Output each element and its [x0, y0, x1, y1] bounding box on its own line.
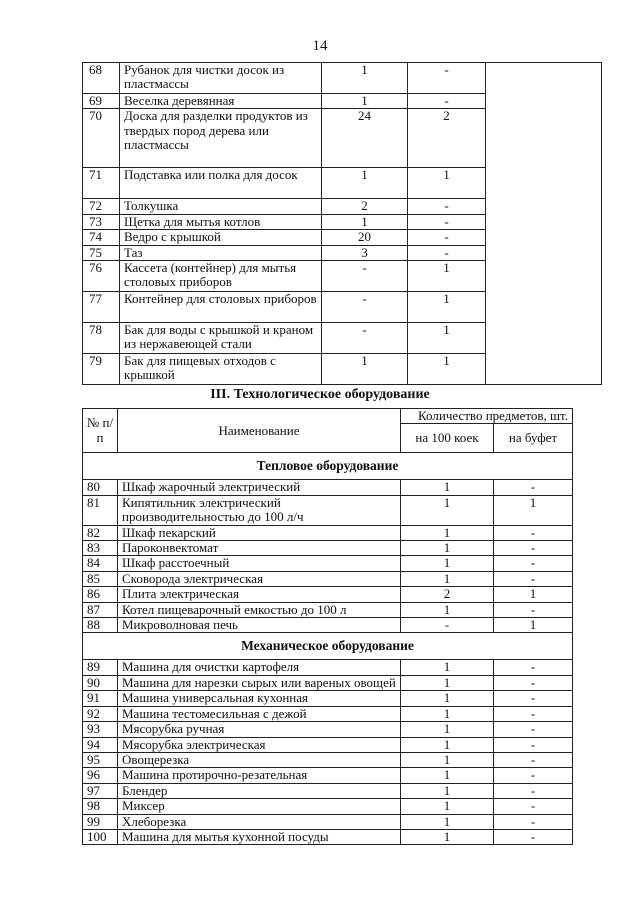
item-name: Контейнер для столовых приборов [120, 292, 322, 323]
qty-per-100: 1 [401, 571, 494, 586]
qty-per-100: - [401, 618, 494, 633]
table-row [83, 587, 573, 602]
empty-column [486, 63, 602, 385]
qty-per-100: 1 [401, 602, 494, 617]
item-name: Пароконвектомат [118, 541, 401, 556]
header-buffet: на буфет [494, 424, 573, 453]
row-number: 69 [83, 94, 120, 109]
qty-buffet: 2 [408, 109, 486, 168]
item-name: Миксер [118, 799, 401, 814]
item-name: Веселка деревянная [120, 94, 322, 109]
qty-per-100: - [322, 292, 408, 323]
row-number: 82 [83, 525, 118, 540]
row-number: 72 [83, 199, 120, 214]
qty-buffet: - [494, 799, 573, 814]
qty-per-100: - [322, 323, 408, 354]
row-number: 94 [83, 737, 118, 752]
qty-buffet: 1 [494, 495, 573, 525]
qty-per-100: 1 [401, 783, 494, 798]
qty-per-100: 1 [401, 706, 494, 721]
qty-per-100: 1 [401, 799, 494, 814]
header-name: Наименование [118, 409, 401, 453]
row-number: 75 [83, 245, 120, 260]
table-row [83, 660, 573, 675]
row-number: 85 [83, 571, 118, 586]
qty-per-100: 1 [401, 691, 494, 706]
qty-buffet: - [494, 768, 573, 783]
row-number: 78 [83, 323, 120, 354]
item-name: Толкушка [120, 199, 322, 214]
qty-per-100: 1 [401, 660, 494, 675]
item-name: Плита электрическая [118, 587, 401, 602]
table-row [83, 799, 573, 814]
item-name: Ведро с крышкой [120, 230, 322, 245]
item-name: Шкаф пекарский [118, 525, 401, 540]
qty-per-100: 1 [401, 495, 494, 525]
qty-per-100: 1 [401, 722, 494, 737]
qty-buffet: - [408, 245, 486, 260]
table-row [83, 541, 573, 556]
section-title: III. Технологическое оборудование [210, 387, 430, 402]
qty-per-100: 24 [322, 109, 408, 168]
qty-buffet: - [494, 691, 573, 706]
qty-buffet: - [494, 783, 573, 798]
table-row [83, 602, 573, 617]
item-name: Мясорубка электрическая [118, 737, 401, 752]
qty-buffet: - [494, 525, 573, 540]
row-number: 89 [83, 660, 118, 675]
qty-per-100: 1 [401, 541, 494, 556]
qty-buffet: 1 [494, 618, 573, 633]
row-number: 88 [83, 618, 118, 633]
row-number: 95 [83, 752, 118, 767]
row-number: 100 [83, 829, 118, 844]
table-row [83, 706, 573, 721]
table-row [83, 783, 573, 798]
row-number: 99 [83, 814, 118, 829]
qty-per-100: - [322, 261, 408, 292]
item-name: Щетка для мытья котлов [120, 214, 322, 229]
row-number: 90 [83, 675, 118, 690]
row-number: 76 [83, 261, 120, 292]
qty-buffet: - [408, 63, 486, 94]
item-name: Машина для нарезки сырых или вареных овощей [118, 675, 401, 690]
row-number: 98 [83, 799, 118, 814]
row-number: 91 [83, 691, 118, 706]
item-name: Блендер [118, 783, 401, 798]
qty-buffet: - [494, 722, 573, 737]
table-row [83, 618, 573, 633]
item-name: Подставка или полка для досок [120, 168, 322, 199]
equipment-table-continued [82, 62, 602, 385]
qty-buffet: - [408, 199, 486, 214]
item-name: Машина для очистки картофеля [118, 660, 401, 675]
table-row [83, 525, 573, 540]
qty-per-100: 1 [401, 752, 494, 767]
row-number: 74 [83, 230, 120, 245]
row-number: 81 [83, 495, 118, 525]
qty-per-100: 1 [322, 63, 408, 94]
row-number: 73 [83, 214, 120, 229]
item-name: Шкаф расстоечный [118, 556, 401, 571]
qty-buffet: - [494, 571, 573, 586]
qty-buffet: 1 [408, 323, 486, 354]
qty-buffet: - [494, 706, 573, 721]
item-name: Микроволновая печь [118, 618, 401, 633]
qty-per-100: 20 [322, 230, 408, 245]
qty-per-100: 1 [401, 525, 494, 540]
item-name: Кассета (контейнер) для мытья столовых приборов [120, 261, 322, 292]
row-number: 70 [83, 109, 120, 168]
qty-per-100: 2 [401, 587, 494, 602]
row-number: 93 [83, 722, 118, 737]
row-number: 71 [83, 168, 120, 199]
qty-per-100: 1 [401, 829, 494, 844]
qty-per-100: 1 [401, 675, 494, 690]
table-row [83, 722, 573, 737]
group-header-row [83, 453, 573, 480]
row-number: 87 [83, 602, 118, 617]
table-row [83, 737, 573, 752]
item-name: Доска для разделки продуктов из твердых пород дерева или пластмассы [120, 109, 322, 168]
table-row [83, 480, 573, 495]
qty-per-100: 1 [401, 556, 494, 571]
qty-buffet: - [408, 94, 486, 109]
qty-per-100: 1 [401, 737, 494, 752]
item-name: Машина протирочно-резательная [118, 768, 401, 783]
row-number: 92 [83, 706, 118, 721]
qty-buffet: - [494, 814, 573, 829]
item-name: Машина универсальная кухонная [118, 691, 401, 706]
qty-buffet: - [494, 660, 573, 675]
header-quantity: Количество предметов, шт. [401, 409, 573, 424]
item-name: Сковорода электрическая [118, 571, 401, 586]
group-title: Механическое оборудование [83, 633, 573, 660]
table-header-row [83, 409, 573, 424]
qty-buffet: - [494, 556, 573, 571]
qty-buffet: - [408, 214, 486, 229]
qty-per-100: 2 [322, 199, 408, 214]
qty-buffet: - [494, 602, 573, 617]
row-number: 77 [83, 292, 120, 323]
qty-per-100: 1 [401, 814, 494, 829]
qty-per-100: 1 [401, 480, 494, 495]
qty-per-100: 1 [322, 168, 408, 199]
item-name: Таз [120, 245, 322, 260]
qty-buffet: - [494, 675, 573, 690]
row-number: 86 [83, 587, 118, 602]
row-number: 84 [83, 556, 118, 571]
item-name: Машина тестомесильная с дежой [118, 706, 401, 721]
item-name: Котел пищеварочный емкостью до 100 л [118, 602, 401, 617]
qty-buffet: - [494, 737, 573, 752]
row-number: 79 [83, 354, 120, 385]
qty-per-100: 1 [322, 214, 408, 229]
row-number: 96 [83, 768, 118, 783]
item-name: Бак для пищевых отходов с крышкой [120, 354, 322, 385]
header-number: № п/п [83, 409, 118, 453]
table-row [83, 829, 573, 844]
qty-buffet: 1 [408, 168, 486, 199]
qty-buffet: - [408, 230, 486, 245]
qty-buffet: - [494, 752, 573, 767]
qty-buffet: 1 [494, 587, 573, 602]
item-name: Шкаф жарочный электрический [118, 480, 401, 495]
qty-per-100: 1 [322, 94, 408, 109]
qty-buffet: - [494, 541, 573, 556]
table-row [83, 691, 573, 706]
table-row [83, 571, 573, 586]
technological-equipment-table [82, 408, 573, 845]
item-name: Машина для мытья кухонной посуды [118, 829, 401, 844]
row-number: 83 [83, 541, 118, 556]
item-name: Кипятильник электрический производительностью до 100 л/ч [118, 495, 401, 525]
group-header-row [83, 633, 573, 660]
qty-per-100: 1 [322, 354, 408, 385]
item-name: Хлеборезка [118, 814, 401, 829]
qty-buffet: - [494, 829, 573, 844]
qty-buffet: - [494, 480, 573, 495]
qty-buffet: 1 [408, 261, 486, 292]
table-row [83, 556, 573, 571]
item-name: Рубанок для чистки досок из пластмассы [120, 63, 322, 94]
qty-buffet: 1 [408, 354, 486, 385]
table-row [83, 675, 573, 690]
qty-buffet: 1 [408, 292, 486, 323]
page-number: 14 [312, 38, 328, 54]
item-name: Мясорубка ручная [118, 722, 401, 737]
row-number: 97 [83, 783, 118, 798]
qty-per-100: 3 [322, 245, 408, 260]
table-row [83, 63, 602, 94]
item-name: Бак для воды с крышкой и краном из нержавеющей стали [120, 323, 322, 354]
header-per-100-beds: на 100 коек [401, 424, 494, 453]
table-row [83, 752, 573, 767]
qty-per-100: 1 [401, 768, 494, 783]
group-title: Тепловое оборудование [83, 453, 573, 480]
table-row [83, 768, 573, 783]
table-row [83, 495, 573, 525]
row-number: 68 [83, 63, 120, 94]
row-number: 80 [83, 480, 118, 495]
table-row [83, 814, 573, 829]
item-name: Овощерезка [118, 752, 401, 767]
